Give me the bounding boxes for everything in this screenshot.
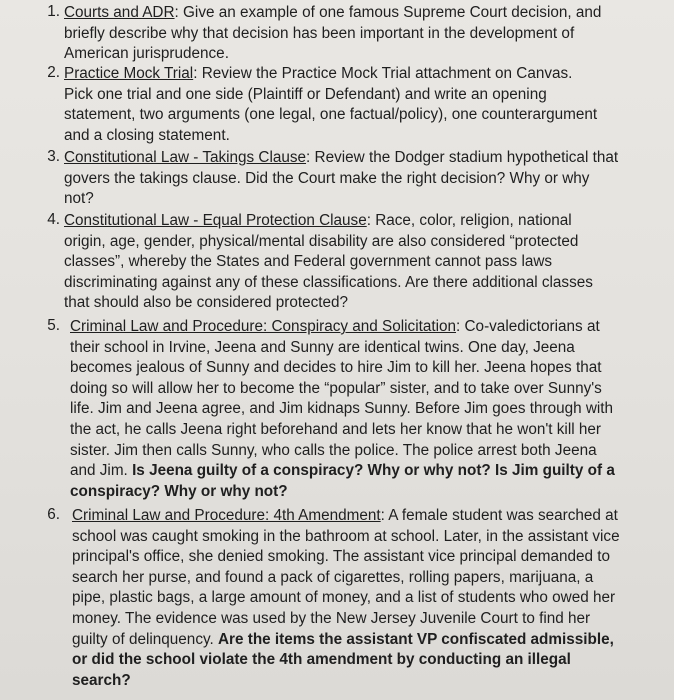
item-question: Are the items the assistant VP confiscated admissible, or did the school violate the 4th amendment by conducting an illegal search? (72, 630, 614, 689)
item-title: Criminal Law and Procedure: 4th Amendment (72, 507, 381, 524)
item-number: 5. (47, 317, 60, 334)
item-number: 2. (47, 64, 60, 81)
item-body: : A female student was searched at school was caught smoking in the bathroom at school. Later, in the assistant vice principal's office, she denied smoking. The assistant vice principal demanded to search her purse, and found a pack of cigarettes, rolling papers, marijuana, a pipe, plastic bags, a large amount of money, and a list of students who owed her money. The evidence was used by the New Jersey Juvenile Court to find her guilty of delinquency. (72, 507, 620, 648)
item-body: : Race, color, religion, national origin, age, gender, physical/mental disability are also considered “protected classes”, whereby the States and Federal government cannot pass laws discriminating against any of these classifications. Are there additional classes that should also be considered protected? (64, 212, 593, 312)
item-title: Criminal Law and Procedure: Conspiracy and Solicitation (70, 318, 457, 335)
item-body: : Co-valedictorians at their school in Irvine, Jeena and Sunny are identical twins. One day, Jeena becomes jealous of Sunny and decides to hire Jim to kill her. Jeena hopes that doing so will allow her to become the “popular” sister, and to take over Sunny's life. Jim and Jeena agree, and Jim kidnaps Sunny. Before Jim goes through with the act, he calls Jeena right beforehand and lets her know that he won't kill her sister. Jim then calls Sunny, who calls the police. The police arrest both Jeena and Jim. (70, 318, 614, 480)
item-text (70, 317, 620, 502)
item-text (64, 211, 604, 314)
item-number: 1. (47, 3, 60, 20)
item-number: 4. (47, 211, 60, 228)
item-title: Practice Mock Trial (64, 65, 194, 82)
item-question: Is Jeena guilty of a conspiracy? Why or why not? Is Jim guilty of a conspiracy? Why or why not? (70, 462, 615, 500)
item-text (64, 64, 604, 146)
item-number: 3. (47, 148, 60, 165)
item-body: : Give an example of one famous Supreme Court decision, and briefly describe why that decision has been important in the development of American jurisprudence. (64, 4, 602, 63)
item-body: : Review the Dodger stadium hypothetical that govers the takings clause. Did the Court make the right decision? Why or why not? (64, 149, 619, 208)
item-text (72, 506, 620, 691)
item-body: : Review the Practice Mock Trial attachment on Canvas. Pick one trial and one side (Plaintiff or Defendant) and write an opening statement, two arguments (one legal, one factual/policy), one counterargument and a closing statement. (64, 65, 598, 144)
item-title: Courts and ADR (64, 4, 175, 21)
item-title: Constitutional Law - Equal Protection Clause (64, 212, 367, 229)
item-text (64, 148, 620, 210)
item-title: Constitutional Law - Takings Clause (64, 149, 307, 166)
item-text (64, 3, 620, 65)
item-number: 6. (47, 506, 60, 523)
